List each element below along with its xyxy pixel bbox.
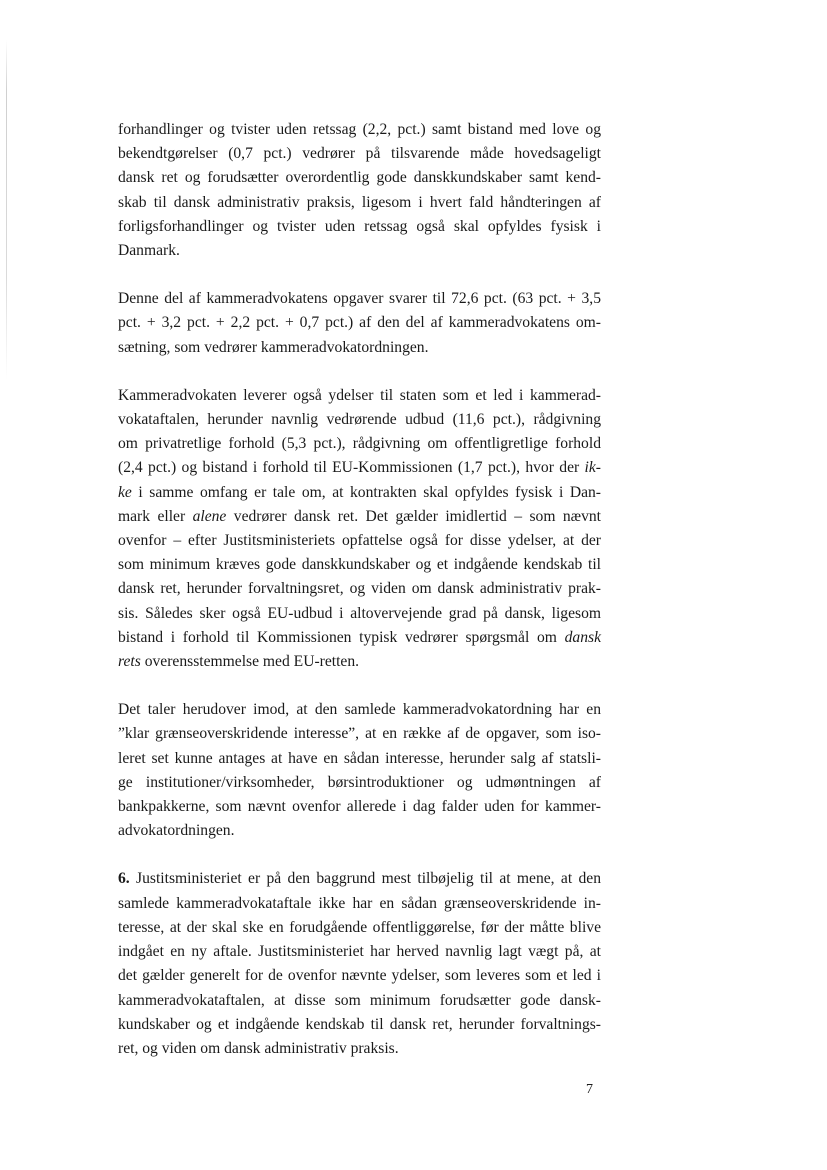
text-line: pct. + 3,2 pct. + 2,2 pct. + 0,7 pct.) af den del af kammeradvokatens om-: [118, 314, 601, 332]
document-body: [118, 118, 601, 1061]
text-line: bankpakkerne, som nævnt ovenfor allerede i dag falder uden for kammer-: [118, 798, 601, 816]
text-line: advokatordningen.: [118, 822, 235, 840]
text-line: forligsforhandlinger og tvister uden retssag også skal opfyldes fysisk i: [118, 217, 601, 235]
paragraph: [118, 287, 601, 360]
text-line: dansk ret, herunder forvaltningsret, og viden om dansk administrativ prak-: [118, 580, 601, 598]
text-line: ke i samme omfang er tale om, at kontrakten skal opfyldes fysisk i Dan-: [118, 483, 601, 501]
text-line: ret, og viden om dansk administrativ praksis.: [118, 1039, 399, 1057]
text-line: ovenfor – efter Justitsministeriets opfattelse også for disse ydelser, at der: [118, 532, 601, 550]
text-line: bistand i forhold til Kommissionen typisk vedrører spørgsmål om dansk: [118, 628, 601, 646]
text-line: det gælder generelt for de ovenfor nævnte ydelser, som leveres som et led i: [118, 967, 601, 985]
text-line: leret set kunne antages at have en sådan interesse, herunder salg af statsli-: [118, 749, 601, 767]
text-line: sætning, som vedrører kammeradvokatordningen.: [118, 338, 429, 356]
section-number: 6.: [118, 870, 130, 888]
text-line: Kammeradvokaten leverer også ydelser til staten som et led i kammerad-: [118, 386, 601, 404]
text-line: ge institutioner/virksomheder, børsintroduktioner og udmøntningen af: [118, 773, 601, 791]
text-line: ”klar grænseoverskridende interesse”, at en række af de opgaver, som iso-: [118, 725, 601, 743]
emphasis: ke: [118, 483, 132, 501]
emphasis: dansk: [564, 628, 601, 646]
text-line: som minimum kræves gode danskkundskaber og et indgående kendskab til: [118, 556, 601, 574]
paragraph: [118, 867, 601, 1061]
emphasis: ik-: [584, 459, 601, 477]
page-number: 7: [586, 1082, 593, 1097]
text-line: om privatretlige forhold (5,3 pct.), rådgivning om offentligretlige forhold: [118, 435, 601, 453]
emphasis: alene: [192, 507, 227, 525]
text-line: Det taler herudover imod, at den samlede kammeradvokatordning har en: [118, 701, 601, 719]
paragraph: [118, 698, 601, 843]
scan-edge-artifact: [6, 40, 7, 380]
text-line: kundskaber og et indgående kendskab til dansk ret, herunder forvaltnings-: [118, 1015, 601, 1033]
text-line: samlede kammeradvokataftale ikke har en sådan grænseoverskridende in-: [118, 894, 601, 912]
paragraph: [118, 384, 601, 674]
emphasis: rets: [118, 653, 141, 671]
text-line: vokataftalen, herunder navnlig vedrørende udbud (11,6 pct.), rådgivning: [118, 411, 601, 429]
text-line: bekendtgørelser (0,7 pct.) vedrører på tilsvarende måde hovedsageligt: [118, 145, 601, 163]
paragraph: [118, 118, 601, 263]
text-line: skab til dansk administrativ praksis, ligesom i hvert fald håndteringen af: [118, 193, 601, 211]
text-line: mark eller alene vedrører dansk ret. Det gælder imidlertid – som nævnt: [118, 507, 601, 525]
text-line: rets overensstemmelse med EU-retten.: [118, 653, 360, 671]
text-line: (2,4 pct.) og bistand i forhold til EU-Kommissionen (1,7 pct.), hvor der ik-: [118, 459, 601, 477]
text-line: kammeradvokataftalen, at disse som minimum forudsætter gode dansk-: [118, 991, 601, 1009]
text-line: indgået en ny aftale. Justitsministeriet har herved navnlig lagt vægt på, at: [118, 943, 601, 961]
document-page: [118, 118, 601, 1085]
text-line: forhandlinger og tvister uden retssag (2,2, pct.) samt bistand med love og: [118, 121, 601, 138]
text-line: teresse, at der skal ske en forudgående offentliggørelse, før der måtte blive: [118, 918, 601, 936]
text-line: Danmark.: [118, 242, 180, 260]
text-line: sis. Således sker også EU-udbud i altovervejende grad på dansk, ligesom: [118, 604, 601, 622]
text-line: Denne del af kammeradvokatens opgaver svarer til 72,6 pct. (63 pct. + 3,5: [118, 290, 601, 308]
text-line: 6. Justitsministeriet er på den baggrund mest tilbøjelig til at mene, at den: [118, 870, 601, 888]
text-line: dansk ret og forudsætter overordentlig gode danskkundskaber samt kend-: [118, 169, 601, 187]
